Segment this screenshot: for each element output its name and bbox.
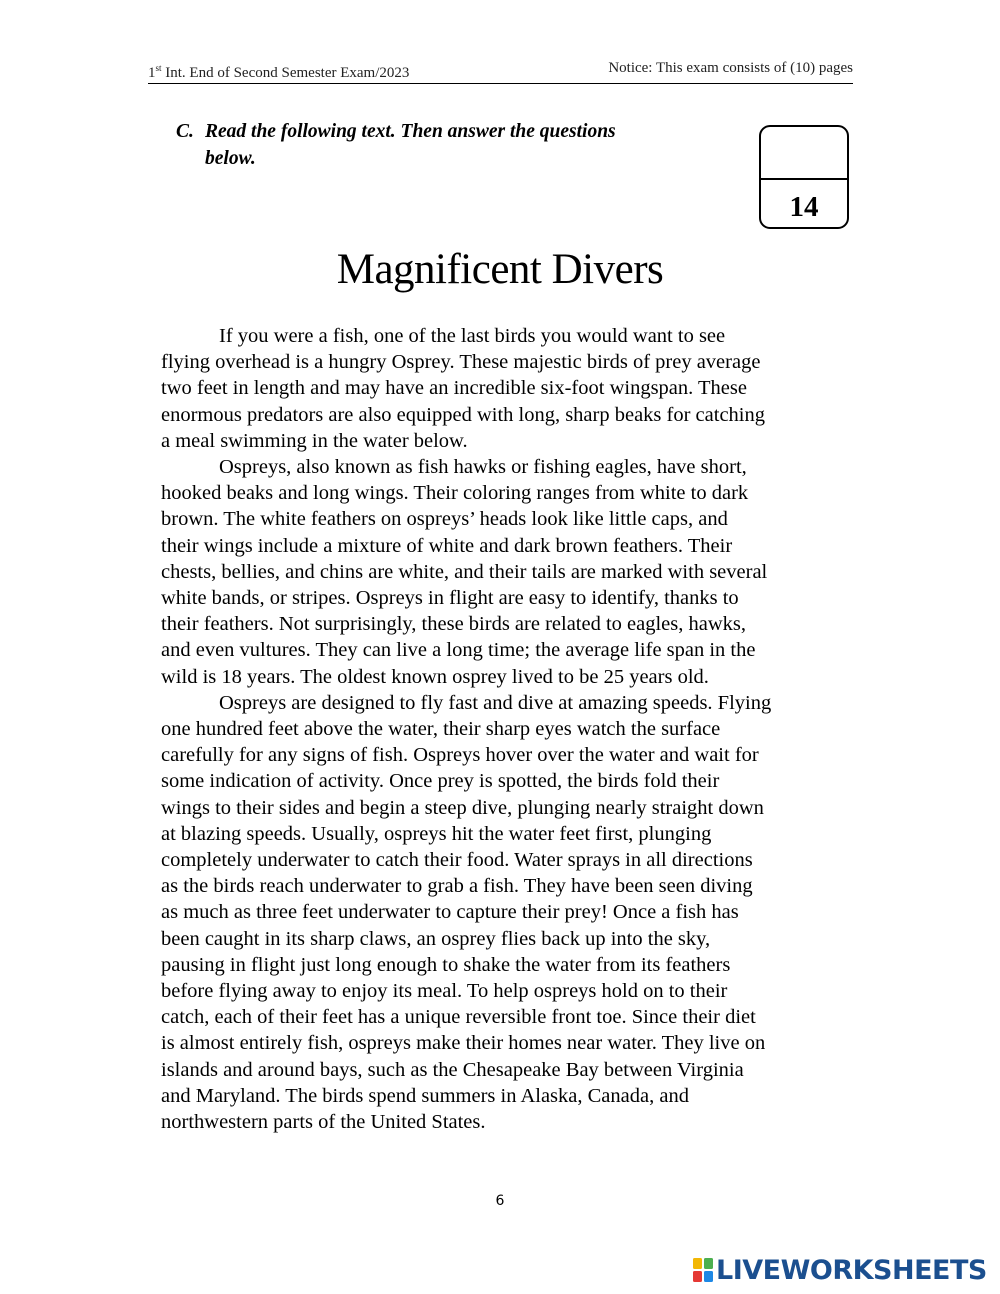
passage-line: catch, each of their feet has a unique reversible front toe. Since their diet bbox=[161, 1006, 756, 1029]
passage-line: flying overhead is a hungry Osprey. These majestic birds of prey average bbox=[161, 351, 761, 374]
reading-passage bbox=[161, 323, 851, 1135]
passage-line: islands and around bays, such as the Chesapeake Bay between Virginia bbox=[161, 1058, 744, 1081]
instruction-line-1: Read the following text. Then answer the questions bbox=[205, 121, 616, 142]
logo-block-yellow bbox=[693, 1258, 702, 1269]
passage-line: their feathers. Not surprisingly, these birds are related to eagles, hawks, bbox=[161, 613, 747, 636]
passage-line: as much as three feet underwater to capture their prey! Once a fish has bbox=[161, 901, 739, 924]
passage-line: and even vultures. They can live a long time; the average life span in the bbox=[161, 639, 756, 662]
passage-line: chests, bellies, and chins are white, and their tails are marked with several bbox=[161, 560, 768, 583]
passage-line: brown. The white feathers on ospreys’ heads look like little caps, and bbox=[161, 508, 728, 531]
page-number: 6 bbox=[495, 1193, 505, 1209]
passage-line: their wings include a mixture of white and dark brown feathers. Their bbox=[161, 534, 733, 557]
passage-line: some indication of activity. Once prey is spotted, the birds fold their bbox=[161, 770, 720, 793]
logo-wordmark: LIVEWORKSHEETS bbox=[716, 1254, 987, 1286]
passage-line: Ospreys are designed to fly fast and dive at amazing speeds. Flying bbox=[219, 691, 772, 714]
passage-line: one hundred feet above the water, their sharp eyes watch the surface bbox=[161, 718, 721, 741]
passage-line: before flying away to enjoy its meal. To help ospreys hold on to their bbox=[161, 980, 728, 1003]
passage-line: wild is 18 years. The oldest known osprey lived to be 25 years old. bbox=[161, 665, 709, 688]
passage-line: at blazing speeds. Usually, ospreys hit the water feet first, plunging bbox=[161, 822, 712, 845]
passage-line: been caught in its sharp claws, an osprey flies back up into the sky, bbox=[161, 927, 711, 950]
score-divider bbox=[761, 178, 847, 180]
passage-line: pausing in flight just long enough to shake the water from its feathers bbox=[161, 953, 731, 976]
liveworksheets-logo bbox=[692, 1253, 987, 1287]
score-box bbox=[759, 125, 849, 229]
passage-line: If you were a fish, one of the last birds you would want to see bbox=[219, 325, 726, 347]
passage-line: two feet in length and may have an incredible six-foot wingspan. These bbox=[161, 377, 747, 400]
passage-line: hooked beaks and long wings. Their coloring ranges from white to dark bbox=[161, 482, 749, 505]
page-header bbox=[148, 58, 853, 84]
passage-title: Magnificent Divers bbox=[336, 246, 664, 293]
logo-block-blue bbox=[704, 1271, 713, 1282]
passage-line: northwestern parts of the United States. bbox=[161, 1111, 486, 1134]
instruction-line-2: below. bbox=[205, 148, 256, 169]
exam-title: 1st Int. End of Second Semester Exam/2023 bbox=[148, 63, 410, 81]
passage-line: a meal swimming in the water below. bbox=[161, 429, 468, 452]
logo-block-green bbox=[704, 1258, 713, 1269]
page-count-notice: Notice: This exam consists of (10) pages bbox=[608, 60, 853, 76]
total-score: 14 bbox=[789, 191, 819, 223]
passage-line: white bands, or stripes. Ospreys in flight are easy to identify, thanks to bbox=[161, 587, 739, 610]
passage-line: as the birds reach underwater to grab a fish. They have been seen diving bbox=[161, 875, 753, 898]
section-instruction bbox=[176, 118, 736, 172]
passage-line: is almost entirely fish, ospreys make their homes near water. They live on bbox=[161, 1032, 766, 1055]
section-letter: C. bbox=[176, 121, 194, 142]
passage-line: Ospreys, also known as fish hawks or fishing eagles, have short, bbox=[219, 456, 747, 479]
passage-line: and Maryland. The birds spend summers in Alaska, Canada, and bbox=[161, 1084, 689, 1107]
passage-line: wings to their sides and begin a steep dive, plunging nearly straight down bbox=[161, 796, 764, 819]
logo-block-red bbox=[693, 1271, 702, 1282]
liveworksheets-mark-icon bbox=[692, 1257, 714, 1283]
passage-line: enormous predators are also equipped with long, sharp beaks for catching bbox=[161, 403, 765, 426]
passage-line: completely underwater to catch their food. Water sprays in all directions bbox=[161, 849, 753, 872]
passage-line: carefully for any signs of fish. Ospreys hover over the water and wait for bbox=[161, 744, 759, 767]
